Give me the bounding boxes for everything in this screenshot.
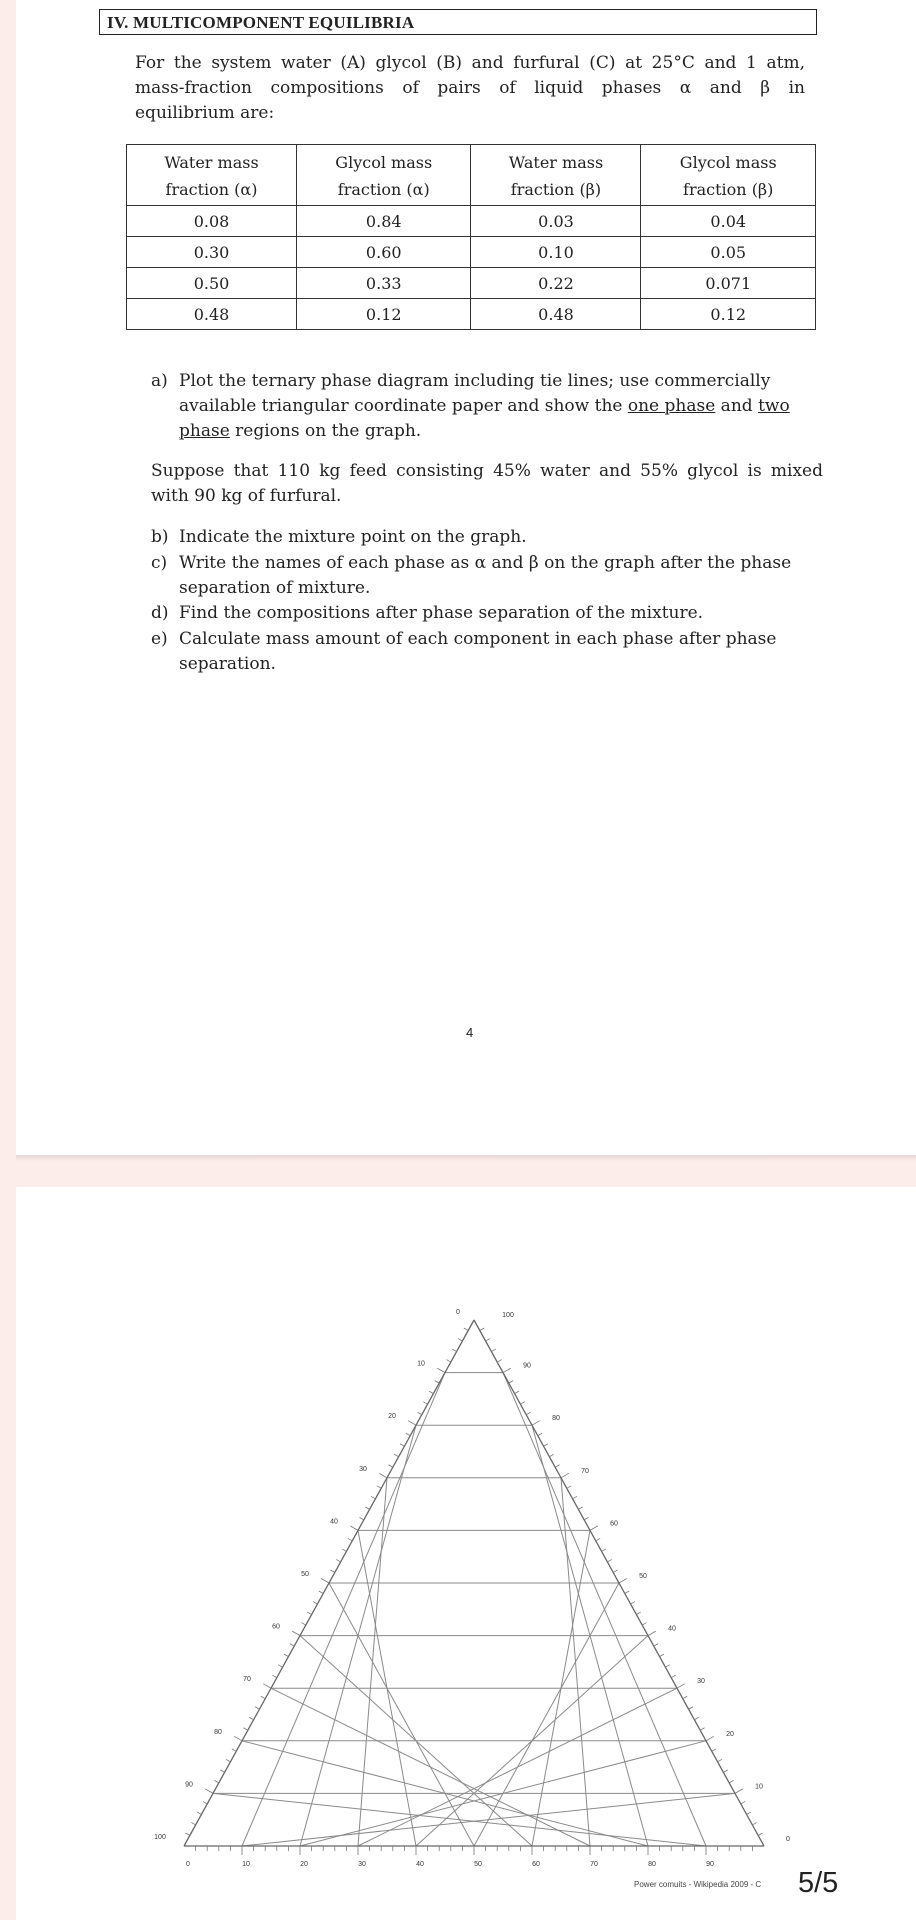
- table-cell: 0.03: [471, 206, 641, 237]
- tick-right: [741, 1801, 745, 1804]
- tick-left: [437, 1368, 445, 1373]
- tick-left: [203, 1801, 207, 1804]
- credit-text: Power comuits - Wikipedia 2009 - C: [634, 1880, 762, 1889]
- tick-right: [544, 1444, 548, 1447]
- tick-right: [631, 1602, 635, 1605]
- tick-left: [249, 1717, 253, 1720]
- header-glycol-beta: Glycol mass fraction (β): [641, 145, 816, 206]
- bottom-axis-label: 0: [186, 1861, 190, 1868]
- tick-right: [712, 1749, 716, 1752]
- tick-left: [214, 1780, 218, 1783]
- tick-right: [613, 1570, 617, 1573]
- apex-label: 0: [456, 1309, 460, 1316]
- grid-line-left-diagonal: [271, 1688, 590, 1846]
- tick-right: [735, 1789, 743, 1794]
- tick-left: [243, 1728, 247, 1731]
- tick-right: [700, 1728, 704, 1731]
- left-axis-label: 30: [359, 1465, 367, 1473]
- intro-line: equilibrium are:: [135, 103, 275, 123]
- section-title: IV. MULTICOMPONENT EQUILIBRIA: [99, 9, 817, 35]
- left-axis-label: 60: [272, 1623, 280, 1631]
- tick-right: [706, 1736, 714, 1741]
- tick-right: [619, 1579, 627, 1584]
- tick-left: [197, 1812, 201, 1815]
- tick-left: [261, 1696, 265, 1699]
- tick-right: [642, 1623, 646, 1626]
- phase-term: phase: [179, 421, 230, 441]
- left-axis-label: 100: [154, 1834, 166, 1841]
- table-cell: 0.48: [127, 299, 297, 330]
- tick-left: [371, 1496, 375, 1499]
- tick-right: [752, 1822, 756, 1825]
- left-axis-label: 90: [185, 1781, 193, 1789]
- right-axis-label: 20: [726, 1730, 734, 1738]
- right-axis-label: 90: [523, 1362, 531, 1370]
- tick-right: [573, 1496, 577, 1499]
- tick-left: [388, 1465, 392, 1468]
- tick-right: [660, 1654, 664, 1657]
- tick-left: [365, 1507, 369, 1510]
- tick-right: [636, 1612, 640, 1615]
- tick-left: [406, 1433, 410, 1436]
- tick-left: [290, 1644, 294, 1647]
- bottom-axis-label: 10: [242, 1861, 250, 1868]
- one-phase-term: one phase: [627, 396, 716, 416]
- apex-label: 100: [502, 1312, 514, 1319]
- bottom-axis-label: 70: [590, 1861, 598, 1868]
- tick-right: [683, 1696, 687, 1699]
- tick-left: [417, 1412, 421, 1415]
- tick-right: [689, 1707, 693, 1710]
- tick-left: [278, 1665, 282, 1668]
- bottom-axis-label: 80: [648, 1861, 656, 1868]
- tick-right: [671, 1675, 675, 1678]
- tick-left: [272, 1675, 276, 1678]
- table-cell: 0.84: [297, 206, 471, 237]
- tick-right: [532, 1421, 540, 1426]
- left-axis-label: 40: [330, 1518, 338, 1526]
- tick-right: [677, 1684, 685, 1689]
- tick-right: [729, 1780, 733, 1783]
- tick-left: [307, 1612, 311, 1615]
- tick-left: [435, 1381, 439, 1384]
- tick-right: [555, 1465, 559, 1468]
- tick-left: [394, 1454, 398, 1457]
- tick-left: [191, 1822, 195, 1825]
- tick-left: [350, 1526, 358, 1531]
- tick-left: [330, 1570, 334, 1573]
- tick-right: [515, 1391, 519, 1394]
- table-cell: 0.12: [641, 299, 816, 330]
- right-axis-label: 50: [639, 1573, 647, 1580]
- right-axis-label: 30: [697, 1678, 705, 1686]
- right-axis-label: 60: [610, 1520, 618, 1528]
- tick-right: [758, 1833, 762, 1836]
- right-axis-label: 10: [755, 1783, 763, 1791]
- tick-left: [220, 1770, 224, 1773]
- header-glycol-alpha: Glycol mass fraction (α): [297, 145, 471, 206]
- feed-line: Suppose that 110 kg feed consisting 45% water and 55% glycol is mixed: [151, 461, 823, 481]
- tick-left: [342, 1549, 346, 1552]
- left-axis-label: 80: [214, 1728, 222, 1736]
- tick-right: [747, 1812, 751, 1815]
- tick-right: [602, 1549, 606, 1552]
- tick-right: [654, 1644, 658, 1647]
- tick-left: [423, 1402, 427, 1405]
- grid-line-left-diagonal: [213, 1793, 706, 1846]
- tick-right: [590, 1526, 598, 1531]
- intro-line: mass-fraction compositions of pairs of liquid phases α and β in: [135, 78, 805, 98]
- tick-right: [584, 1517, 588, 1520]
- right-axis-label: 70: [581, 1467, 589, 1475]
- left-axis-label: 70: [243, 1676, 251, 1684]
- tick-right: [538, 1433, 542, 1436]
- left-axis-label: 10: [417, 1360, 425, 1368]
- tick-left: [284, 1654, 288, 1657]
- table-cell: 0.22: [471, 268, 641, 299]
- tick-right: [607, 1559, 611, 1562]
- tick-right: [520, 1402, 524, 1405]
- tick-left: [336, 1559, 340, 1562]
- table-cell: 0.05: [641, 237, 816, 268]
- tick-right: [480, 1328, 484, 1331]
- page-number: 4: [466, 1025, 474, 1040]
- question-a-line: Plot the ternary phase diagram including tie lines; use commercially: [179, 371, 771, 391]
- left-axis-label: 20: [388, 1413, 396, 1421]
- grid-line-right-diagonal: [503, 1373, 706, 1846]
- tick-right: [578, 1507, 582, 1510]
- tick-left: [232, 1749, 236, 1752]
- tick-right: [549, 1454, 553, 1457]
- tick-right: [694, 1717, 698, 1720]
- table-cell: 0.60: [297, 237, 471, 268]
- tick-right: [625, 1591, 629, 1594]
- feed-line: with 90 kg of furfural.: [151, 486, 342, 506]
- table-cell: 0.071: [641, 268, 816, 299]
- bottom-axis-label: 20: [300, 1861, 308, 1868]
- tick-left: [359, 1517, 363, 1520]
- tick-left: [348, 1538, 352, 1541]
- page-counter: 5/5: [798, 1867, 839, 1899]
- tick-left: [234, 1736, 242, 1741]
- left-axis-label: 50: [301, 1571, 309, 1578]
- table-cell: 0.48: [471, 299, 641, 330]
- question-a-line: available triangular coordinate paper and show the: [179, 396, 628, 416]
- bottom-axis-label: 40: [416, 1861, 424, 1868]
- tick-left: [458, 1339, 462, 1342]
- question-label: a): [151, 371, 168, 391]
- intro-line: For the system water (A) glycol (B) and furfural (C) at 25°C and 1 atm,: [135, 53, 805, 73]
- right-axis-label: 80: [552, 1415, 560, 1423]
- tick-left: [255, 1707, 259, 1710]
- bottom-axis-label: 50: [474, 1861, 482, 1868]
- tick-left: [185, 1833, 189, 1836]
- tick-left: [400, 1444, 404, 1447]
- tick-right: [723, 1770, 727, 1773]
- tick-left: [452, 1349, 456, 1352]
- table-cell: 0.33: [297, 268, 471, 299]
- tick-right: [561, 1473, 569, 1478]
- tick-left: [313, 1602, 317, 1605]
- bottom-axis-label: 90: [706, 1861, 714, 1868]
- tick-left: [292, 1631, 300, 1636]
- table-cell: 0.12: [297, 299, 471, 330]
- grid-line-left-diagonal: [329, 1583, 474, 1846]
- right-axis-label: 40: [668, 1625, 676, 1633]
- right-axis-label: 0: [786, 1836, 790, 1843]
- bottom-axis-label: 30: [358, 1861, 366, 1868]
- two-term: two: [758, 396, 790, 416]
- tick-right: [497, 1360, 501, 1363]
- tick-right: [596, 1538, 600, 1541]
- tick-left: [226, 1759, 230, 1762]
- table-cell: 0.10: [471, 237, 641, 268]
- tick-left: [263, 1684, 271, 1689]
- header-water-alpha: Water mass fraction (α): [127, 145, 297, 206]
- tick-right: [486, 1339, 490, 1342]
- tick-left: [446, 1360, 450, 1363]
- tick-right: [491, 1349, 495, 1352]
- tick-right: [567, 1486, 571, 1489]
- tick-right: [718, 1759, 722, 1762]
- tick-right: [665, 1665, 669, 1668]
- table-cell: 0.30: [127, 237, 297, 268]
- tick-right: [509, 1381, 513, 1384]
- bottom-axis-label: 60: [532, 1861, 540, 1868]
- table-cell: 0.08: [127, 206, 297, 237]
- tick-left: [464, 1328, 468, 1331]
- tick-right: [648, 1631, 656, 1636]
- tick-right: [503, 1368, 511, 1373]
- tick-left: [319, 1591, 323, 1594]
- table-cell: 0.50: [127, 268, 297, 299]
- tick-left: [379, 1473, 387, 1478]
- tick-left: [408, 1421, 416, 1426]
- tick-right: [526, 1412, 530, 1415]
- tick-left: [377, 1486, 381, 1489]
- tick-left: [301, 1623, 305, 1626]
- tick-left: [321, 1579, 329, 1584]
- tick-left: [205, 1789, 213, 1794]
- table-cell: 0.04: [641, 206, 816, 237]
- tick-left: [429, 1391, 433, 1394]
- header-water-beta: Water mass fraction (β): [471, 145, 641, 206]
